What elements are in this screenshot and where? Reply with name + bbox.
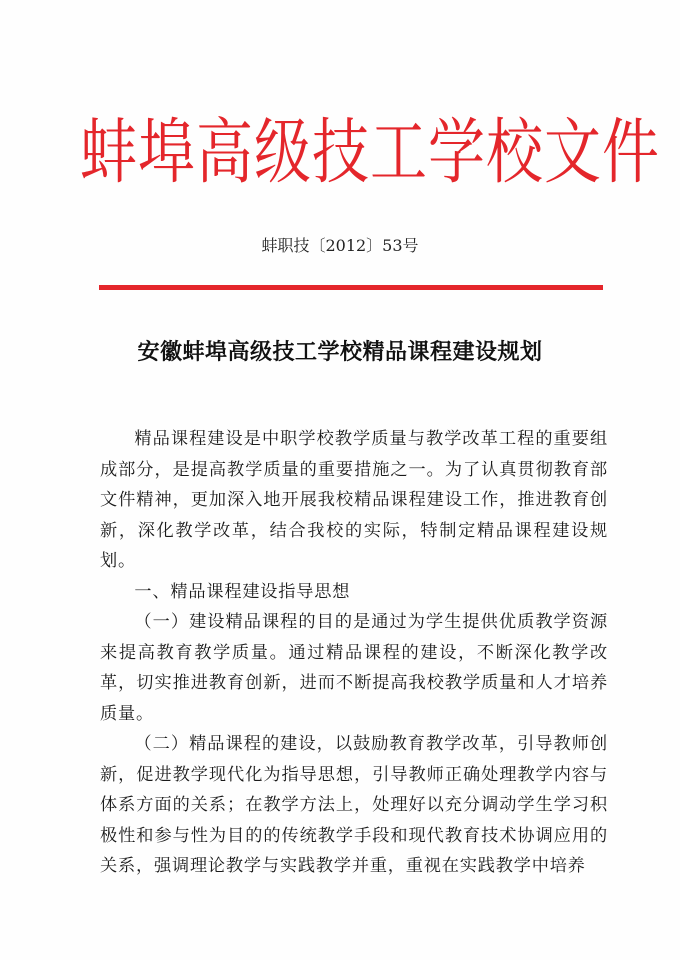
body-paragraph: （二）精品课程的建设，以鼓励教育教学改革，引导教师创新，促进教学现代化为指导思想，引导教师正确处理教学内容与体系方面的关系；在教学方法上，处理好以充分调动学生学习积极性和参与性为目的的传统教学手段和现代教育技术协调应用的关系，强调理论教学与实践教学并重，重视在实践教学中培养	[100, 734, 608, 876]
document-number: 蚌职技〔2012〕53号	[261, 236, 419, 255]
body-paragraph: （一）建设精品课程的目的是通过为学生提供优质教学资源来提高教育教学质量。通过精品课程的建设，不断深化教学改革，切实推进教育创新，进而不断提高我校教学质量和人才培养质量。	[100, 612, 608, 724]
document-header-title: 蚌埠高级技工学校文件	[80, 111, 660, 195]
header-red-rule	[99, 285, 603, 290]
intro-paragraph: 精品课程建设是中职学校教学质量与教学改革工程的重要组成部分，是提高教学质量的重要措施之一。为了认真贯彻教育部文件精神，更加深入地开展我校精品课程建设工作，推进教育创新，深化教学改革，结合我校的实际，特制定精品课程建设规划。	[100, 429, 608, 571]
section-heading: 一、精品课程建设指导思想	[134, 581, 351, 602]
document-title: 安徽蚌埠高级技工学校精品课程建设规划	[137, 340, 543, 365]
document-body	[100, 424, 608, 882]
